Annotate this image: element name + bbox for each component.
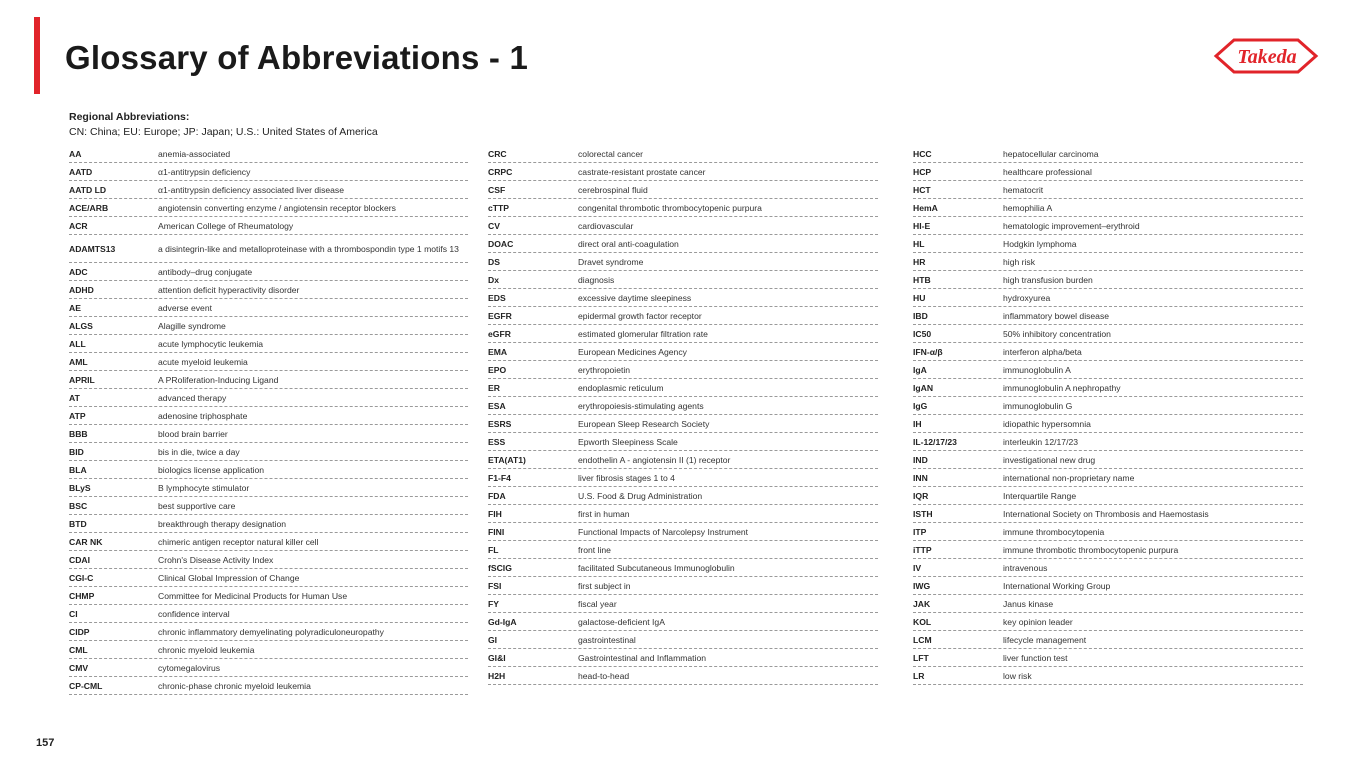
abbreviation: ACR bbox=[69, 221, 88, 231]
page-number: 157 bbox=[36, 737, 55, 749]
abbreviation: cTTP bbox=[488, 203, 510, 213]
glossary-row bbox=[913, 181, 1303, 199]
abbreviation: AT bbox=[69, 393, 80, 403]
glossary-row bbox=[69, 443, 468, 461]
abbreviation: GI&I bbox=[488, 653, 506, 663]
definition: anemia-associated bbox=[158, 149, 231, 159]
abbreviation: KOL bbox=[913, 617, 932, 627]
abbreviation: EMA bbox=[488, 347, 508, 357]
abbreviation: CRC bbox=[488, 149, 507, 159]
glossary-row bbox=[69, 497, 468, 515]
definition: hepatocellular carcinoma bbox=[1003, 149, 1099, 159]
abbreviation: CV bbox=[488, 221, 500, 231]
glossary-row bbox=[913, 361, 1303, 379]
glossary-row bbox=[488, 433, 878, 451]
glossary-row bbox=[488, 325, 878, 343]
glossary-row bbox=[69, 461, 468, 479]
definition: adverse event bbox=[158, 303, 212, 313]
abbreviation: HI-E bbox=[913, 221, 931, 231]
glossary-row bbox=[913, 505, 1303, 523]
abbreviation: ESRS bbox=[488, 419, 512, 429]
glossary-row bbox=[488, 487, 878, 505]
glossary-row bbox=[69, 605, 468, 623]
glossary-row bbox=[488, 343, 878, 361]
glossary-row bbox=[488, 649, 878, 667]
abbreviation: FL bbox=[488, 545, 499, 555]
glossary-row bbox=[488, 667, 878, 685]
definition: erythropoietin bbox=[578, 365, 631, 375]
definition: American College of Rheumatology bbox=[158, 221, 294, 231]
glossary-row bbox=[69, 677, 468, 695]
glossary-row bbox=[488, 397, 878, 415]
abbreviation: EDS bbox=[488, 293, 506, 303]
glossary-row bbox=[913, 397, 1303, 415]
glossary-row bbox=[913, 253, 1303, 271]
definition: facilitated Subcutaneous Immunoglobulin bbox=[578, 563, 735, 573]
takeda-logo bbox=[1212, 36, 1320, 76]
glossary-row bbox=[488, 523, 878, 541]
definition: International Working Group bbox=[1003, 581, 1111, 591]
abbreviation: ETA(AT1) bbox=[488, 455, 526, 465]
glossary-row bbox=[69, 533, 468, 551]
abbreviation: IC50 bbox=[913, 329, 932, 339]
glossary-row bbox=[913, 523, 1303, 541]
definition: inflammatory bowel disease bbox=[1003, 311, 1110, 321]
glossary-row bbox=[913, 577, 1303, 595]
abbreviation: CSF bbox=[488, 185, 506, 195]
abbreviation: IgAN bbox=[913, 383, 934, 393]
definition: blood brain barrier bbox=[158, 429, 228, 439]
abbreviation: BLyS bbox=[69, 483, 91, 493]
glossary-row bbox=[913, 217, 1303, 235]
definition: angiotensin converting enzyme / angiotensin receptor blockers bbox=[158, 203, 396, 213]
definition: cardiovascular bbox=[578, 221, 634, 231]
definition: acute lymphocytic leukemia bbox=[158, 339, 264, 349]
abbreviation: CAR NK bbox=[69, 537, 103, 547]
definition: chronic inflammatory demyelinating polyradiculoneuropathy bbox=[158, 627, 384, 637]
glossary-row bbox=[69, 551, 468, 569]
definition: interleukin 12/17/23 bbox=[1003, 437, 1079, 447]
glossary-row bbox=[69, 479, 468, 497]
definition: key opinion leader bbox=[1003, 617, 1073, 627]
glossary-row bbox=[488, 235, 878, 253]
definition: investigational new drug bbox=[1003, 455, 1096, 465]
glossary-row bbox=[69, 569, 468, 587]
glossary-row bbox=[913, 451, 1303, 469]
definition: hemophilia A bbox=[1003, 203, 1053, 213]
definition: confidence interval bbox=[158, 609, 230, 619]
definition: Crohn's Disease Activity Index bbox=[158, 555, 274, 565]
glossary-row bbox=[488, 271, 878, 289]
definition: fiscal year bbox=[578, 599, 617, 609]
definition: biologics license application bbox=[158, 465, 265, 475]
glossary-row bbox=[69, 263, 468, 281]
abbreviation: LR bbox=[913, 671, 925, 681]
definition: erythropoiesis-stimulating agents bbox=[578, 401, 704, 411]
definition: Committee for Medicinal Products for Human Use bbox=[158, 591, 348, 601]
definition: excessive daytime sleepiness bbox=[578, 293, 692, 303]
glossary-row bbox=[913, 325, 1303, 343]
definition: high transfusion burden bbox=[1003, 275, 1093, 285]
definition: breakthrough therapy designation bbox=[158, 519, 287, 529]
definition: castrate-resistant prostate cancer bbox=[578, 167, 706, 177]
glossary-row bbox=[488, 253, 878, 271]
glossary-column-2 bbox=[488, 145, 878, 685]
definition: acute myeloid leukemia bbox=[158, 357, 248, 367]
definition: Hodgkin lymphoma bbox=[1003, 239, 1077, 249]
definition: low risk bbox=[1003, 671, 1032, 681]
definition: international non-proprietary name bbox=[1003, 473, 1135, 483]
abbreviation: HemA bbox=[913, 203, 938, 213]
abbreviation: HCP bbox=[913, 167, 932, 177]
abbreviation: ALGS bbox=[69, 321, 93, 331]
abbreviation: BID bbox=[69, 447, 84, 457]
abbreviation: AE bbox=[69, 303, 81, 313]
title-accent-bar bbox=[34, 17, 40, 94]
definition: Dravet syndrome bbox=[578, 257, 644, 267]
glossary-row bbox=[488, 199, 878, 217]
abbreviation: IFN-α/β bbox=[913, 347, 943, 357]
definition: α1-antitrypsin deficiency associated liver disease bbox=[158, 185, 345, 195]
glossary-row bbox=[69, 163, 468, 181]
glossary-row bbox=[913, 379, 1303, 397]
glossary-row bbox=[69, 623, 468, 641]
definition: European Medicines Agency bbox=[578, 347, 687, 357]
definition: Clinical Global Impression of Change bbox=[158, 573, 300, 583]
glossary-row bbox=[488, 451, 878, 469]
definition: chronic-phase chronic myeloid leukemia bbox=[158, 681, 311, 691]
definition: Interquartile Range bbox=[1003, 491, 1077, 501]
glossary-row bbox=[913, 613, 1303, 631]
abbreviation: BLA bbox=[69, 465, 87, 475]
abbreviation: IV bbox=[913, 563, 922, 573]
definition: interferon alpha/beta bbox=[1003, 347, 1082, 357]
glossary-row bbox=[69, 181, 468, 199]
definition: intravenous bbox=[1003, 563, 1048, 573]
definition: cerebrospinal fluid bbox=[578, 185, 648, 195]
abbreviation: EGFR bbox=[488, 311, 512, 321]
definition: chronic myeloid leukemia bbox=[158, 645, 255, 655]
definition: Gastrointestinal and Inflammation bbox=[578, 653, 707, 663]
glossary-row bbox=[913, 307, 1303, 325]
abbreviation: CIDP bbox=[69, 627, 90, 637]
glossary-row bbox=[913, 235, 1303, 253]
glossary-row bbox=[913, 667, 1303, 685]
abbreviation: HTB bbox=[913, 275, 931, 285]
glossary-row bbox=[69, 407, 468, 425]
regional-abbreviations bbox=[69, 110, 378, 140]
logo-text: Takeda bbox=[1237, 46, 1297, 68]
definition: colorectal cancer bbox=[578, 149, 643, 159]
glossary-row bbox=[913, 289, 1303, 307]
glossary-row bbox=[913, 163, 1303, 181]
abbreviation: ADAMTS13 bbox=[69, 244, 116, 254]
glossary-row bbox=[488, 415, 878, 433]
abbreviation: CI bbox=[69, 609, 78, 619]
abbreviation: AML bbox=[69, 357, 88, 367]
abbreviation: CP-CML bbox=[69, 681, 103, 691]
abbreviation: CHMP bbox=[69, 591, 95, 601]
abbreviation: Dx bbox=[488, 275, 499, 285]
definition: International Society on Thrombosis and Haemostasis bbox=[1003, 509, 1209, 519]
abbreviation: GI bbox=[488, 635, 498, 645]
definition: endothelin A - angiotensin II (1) receptor bbox=[578, 455, 731, 465]
abbreviation: ADHD bbox=[69, 285, 94, 295]
abbreviation: APRIL bbox=[69, 375, 95, 385]
glossary-row bbox=[69, 659, 468, 677]
glossary-row bbox=[913, 343, 1303, 361]
definition: European Sleep Research Society bbox=[578, 419, 710, 429]
definition: attention deficit hyperactivity disorder bbox=[158, 285, 300, 295]
abbreviation: BSC bbox=[69, 501, 88, 511]
glossary-row bbox=[488, 613, 878, 631]
definition: epidermal growth factor receptor bbox=[578, 311, 702, 321]
definition: antibody–drug conjugate bbox=[158, 267, 253, 277]
glossary-row bbox=[69, 587, 468, 605]
glossary-row bbox=[488, 163, 878, 181]
abbreviation: FSI bbox=[488, 581, 502, 591]
abbreviation: ESS bbox=[488, 437, 506, 447]
abbreviation: BTD bbox=[69, 519, 87, 529]
abbreviation: IQR bbox=[913, 491, 929, 501]
abbreviation: ALL bbox=[69, 339, 86, 349]
glossary-row bbox=[69, 317, 468, 335]
abbreviation: Gd-IgA bbox=[488, 617, 517, 627]
definition: immunoglobulin A bbox=[1003, 365, 1071, 375]
abbreviation: ESA bbox=[488, 401, 506, 411]
definition: immune thrombocytopenia bbox=[1003, 527, 1105, 537]
glossary-row bbox=[913, 145, 1303, 163]
definition: α1-antitrypsin deficiency bbox=[158, 167, 251, 177]
definition: cytomegalovirus bbox=[158, 663, 221, 673]
glossary-row bbox=[69, 145, 468, 163]
definition: lifecycle management bbox=[1003, 635, 1087, 645]
glossary-row bbox=[488, 379, 878, 397]
abbreviation: ITP bbox=[913, 527, 927, 537]
abbreviation: DOAC bbox=[488, 239, 514, 249]
abbreviation: LCM bbox=[913, 635, 932, 645]
abbreviation: IgA bbox=[913, 365, 927, 375]
glossary-row bbox=[913, 487, 1303, 505]
glossary-row bbox=[69, 371, 468, 389]
definition: galactose-deficient IgA bbox=[578, 617, 665, 627]
definition: idiopathic hypersomnia bbox=[1003, 419, 1091, 429]
definition: bis in die, twice a day bbox=[158, 447, 240, 457]
glossary-row bbox=[913, 541, 1303, 559]
abbreviation: IBD bbox=[913, 311, 928, 321]
glossary-row bbox=[913, 199, 1303, 217]
definition: first subject in bbox=[578, 581, 631, 591]
glossary-row bbox=[488, 469, 878, 487]
definition: high risk bbox=[1003, 257, 1035, 267]
glossary-row bbox=[69, 235, 468, 263]
definition: a disintegrin-like and metalloproteinase with a thrombospondin type 1 motifs 13 bbox=[158, 244, 459, 254]
glossary-column-1 bbox=[69, 145, 468, 695]
glossary-row bbox=[69, 217, 468, 235]
glossary-row bbox=[488, 289, 878, 307]
definition: front line bbox=[578, 545, 611, 555]
definition: gastrointestinal bbox=[578, 635, 636, 645]
definition: 50% inhibitory concentration bbox=[1003, 329, 1111, 339]
glossary-row bbox=[69, 199, 468, 217]
abbreviation: ISTH bbox=[913, 509, 933, 519]
glossary-row bbox=[69, 425, 468, 443]
abbreviation: CMV bbox=[69, 663, 89, 673]
glossary-row bbox=[69, 389, 468, 407]
glossary-row bbox=[913, 433, 1303, 451]
definition: healthcare professional bbox=[1003, 167, 1092, 177]
definition: B lymphocyte stimulator bbox=[158, 483, 250, 493]
definition: estimated glomerular filtration rate bbox=[578, 329, 708, 339]
glossary-row bbox=[488, 505, 878, 523]
glossary-row bbox=[488, 595, 878, 613]
abbreviation: JAK bbox=[913, 599, 931, 609]
definition: first in human bbox=[578, 509, 630, 519]
abbreviation: HR bbox=[913, 257, 926, 267]
abbreviation: EPO bbox=[488, 365, 507, 375]
glossary-row bbox=[488, 577, 878, 595]
glossary-row bbox=[488, 559, 878, 577]
definition: hydroxyurea bbox=[1003, 293, 1051, 303]
glossary-row bbox=[488, 307, 878, 325]
abbreviation: LFT bbox=[913, 653, 929, 663]
abbreviation: HCT bbox=[913, 185, 931, 195]
abbreviation: iTTP bbox=[913, 545, 932, 555]
abbreviation: IgG bbox=[913, 401, 928, 411]
abbreviation: CGI-C bbox=[69, 573, 94, 583]
abbreviation: HCC bbox=[913, 149, 932, 159]
definition: liver function test bbox=[1003, 653, 1068, 663]
definition: advanced therapy bbox=[158, 393, 227, 403]
abbreviation: H2H bbox=[488, 671, 506, 681]
definition: direct oral anti-coagulation bbox=[578, 239, 679, 249]
abbreviation: ACE/ARB bbox=[69, 203, 109, 213]
glossary-row bbox=[913, 595, 1303, 613]
definition: congenital thrombotic thrombocytopenic purpura bbox=[578, 203, 762, 213]
abbreviation: AATD bbox=[69, 167, 93, 177]
abbreviation: BBB bbox=[69, 429, 88, 439]
definition: hematocrit bbox=[1003, 185, 1044, 195]
abbreviation: FINI bbox=[488, 527, 505, 537]
abbreviation: F1-F4 bbox=[488, 473, 511, 483]
abbreviation: AA bbox=[69, 149, 82, 159]
glossary-row bbox=[913, 631, 1303, 649]
glossary-row bbox=[488, 145, 878, 163]
glossary-row bbox=[69, 353, 468, 371]
definition: liver fibrosis stages 1 to 4 bbox=[578, 473, 675, 483]
glossary-row bbox=[69, 515, 468, 533]
abbreviation: IL-12/17/23 bbox=[913, 437, 957, 447]
definition: immune thrombotic thrombocytopenic purpura bbox=[1003, 545, 1179, 555]
glossary-column-3 bbox=[913, 145, 1303, 685]
definition: A PRoliferation-Inducing Ligand bbox=[158, 375, 279, 385]
abbreviation: ADC bbox=[69, 267, 88, 277]
definition: diagnosis bbox=[578, 275, 615, 285]
abbreviation: CDAI bbox=[69, 555, 91, 565]
abbreviation: IND bbox=[913, 455, 928, 465]
glossary-row bbox=[913, 469, 1303, 487]
glossary-row bbox=[69, 281, 468, 299]
abbreviation: CRPC bbox=[488, 167, 513, 177]
glossary-row bbox=[488, 631, 878, 649]
regional-heading: Regional Abbreviations: bbox=[69, 111, 190, 123]
definition: best supportive care bbox=[158, 501, 236, 511]
definition: chimeric antigen receptor natural killer cell bbox=[158, 537, 319, 547]
definition: hematologic improvement–erythroid bbox=[1003, 221, 1140, 231]
abbreviation: ER bbox=[488, 383, 500, 393]
regional-text: CN: China; EU: Europe; JP: Japan; U.S.: United States of America bbox=[69, 126, 378, 138]
definition: adenosine triphosphate bbox=[158, 411, 248, 421]
abbreviation: fSCIG bbox=[488, 563, 512, 573]
glossary-row bbox=[488, 361, 878, 379]
definition: immunoglobulin A nephropathy bbox=[1003, 383, 1121, 393]
glossary-row bbox=[488, 181, 878, 199]
abbreviation: HL bbox=[913, 239, 925, 249]
abbreviation: IWG bbox=[913, 581, 931, 591]
definition: immunoglobulin G bbox=[1003, 401, 1073, 411]
definition: Janus kinase bbox=[1003, 599, 1054, 609]
abbreviation: HU bbox=[913, 293, 926, 303]
abbreviation: INN bbox=[913, 473, 928, 483]
glossary-row bbox=[69, 299, 468, 317]
abbreviation: eGFR bbox=[488, 329, 511, 339]
definition: endoplasmic reticulum bbox=[578, 383, 664, 393]
page-title: Glossary of Abbreviations - 1 bbox=[65, 39, 529, 76]
glossary-row bbox=[913, 649, 1303, 667]
abbreviation: ATP bbox=[69, 411, 86, 421]
abbreviation: CML bbox=[69, 645, 88, 655]
abbreviation: FY bbox=[488, 599, 499, 609]
glossary-row bbox=[913, 559, 1303, 577]
definition: Epworth Sleepiness Scale bbox=[578, 437, 678, 447]
abbreviation: IH bbox=[913, 419, 922, 429]
abbreviation: FDA bbox=[488, 491, 506, 501]
definition: Alagille syndrome bbox=[158, 321, 226, 331]
glossary-row bbox=[488, 217, 878, 235]
abbreviation: AATD LD bbox=[69, 185, 107, 195]
glossary-row bbox=[913, 415, 1303, 433]
glossary-row bbox=[69, 335, 468, 353]
glossary-row bbox=[913, 271, 1303, 289]
abbreviation: DS bbox=[488, 257, 500, 267]
glossary-row bbox=[69, 641, 468, 659]
abbreviation: FIH bbox=[488, 509, 502, 519]
definition: head-to-head bbox=[578, 671, 630, 681]
definition: Functional Impacts of Narcolepsy Instrument bbox=[578, 527, 749, 537]
definition: U.S. Food & Drug Administration bbox=[578, 491, 703, 501]
glossary-row bbox=[488, 541, 878, 559]
